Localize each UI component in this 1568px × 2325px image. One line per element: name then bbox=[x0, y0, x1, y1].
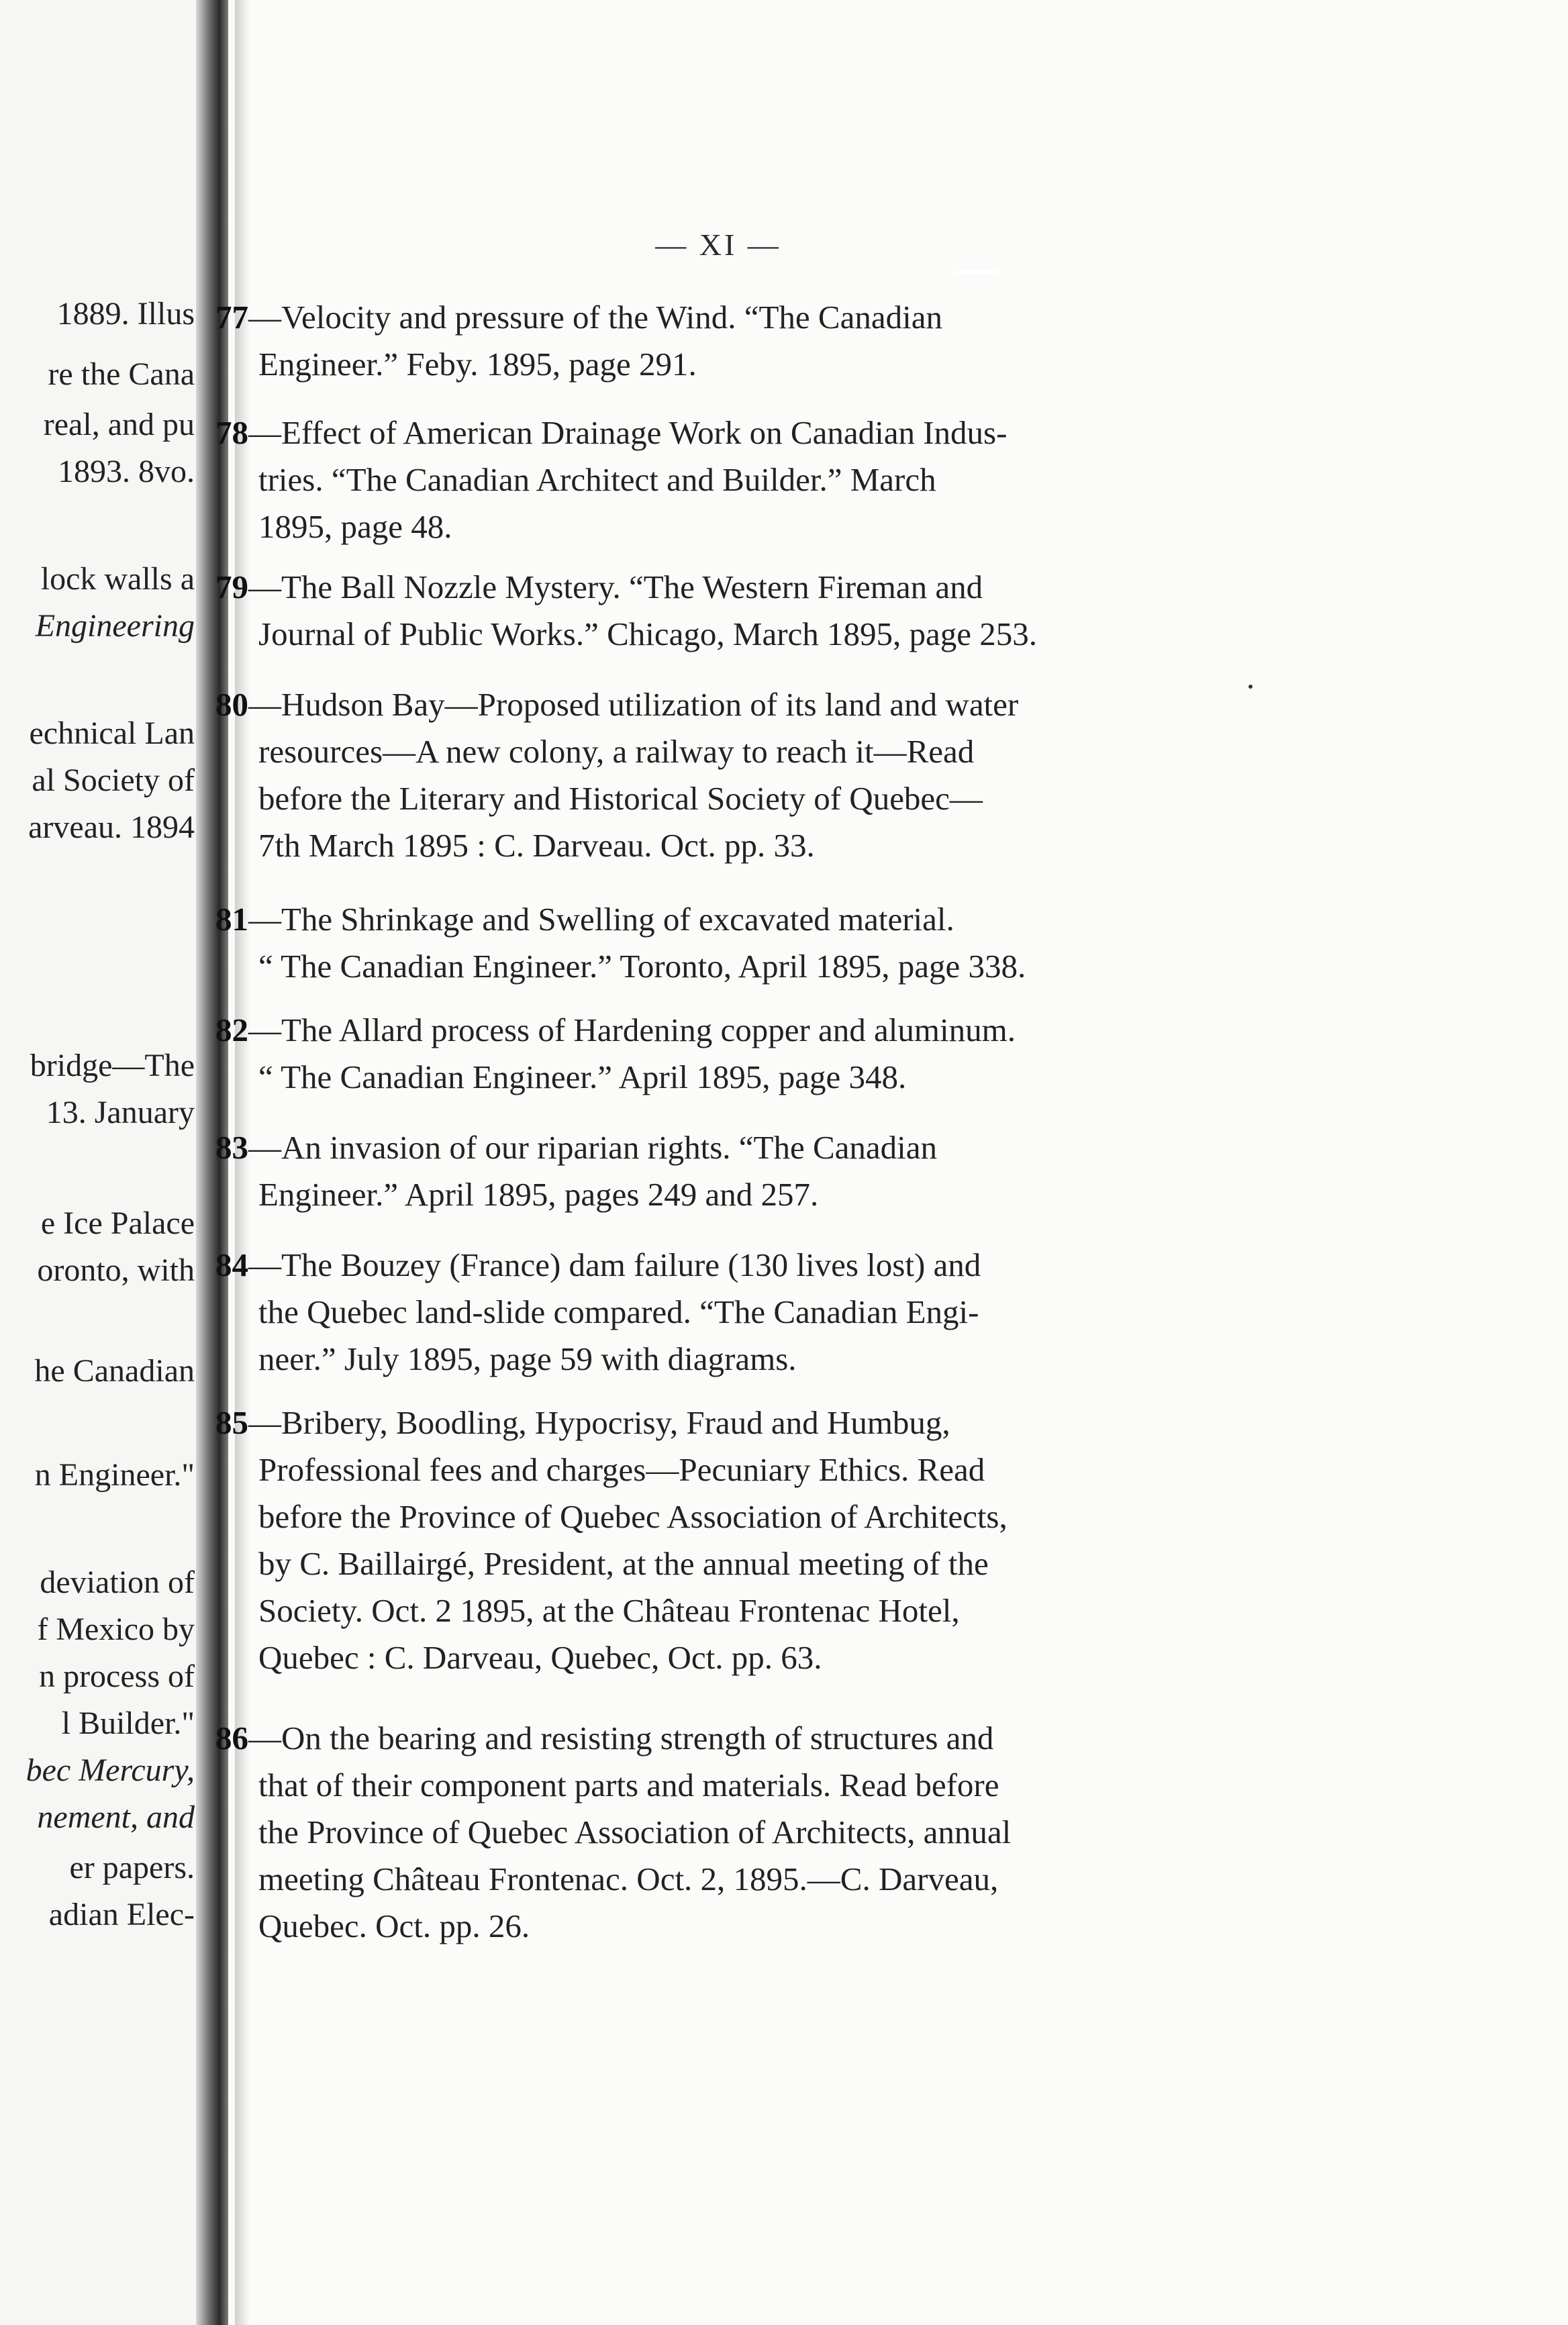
entry-text: Quebec : C. Darveau, Quebec, Oct. pp. 63. bbox=[258, 1639, 822, 1676]
entry-text: Professional fees and charges—Pecuniary Ethics. Read bbox=[258, 1451, 985, 1488]
entry-line bbox=[215, 1762, 1222, 1809]
left-page-fragment: e Ice Palace bbox=[40, 1205, 195, 1241]
entry-line bbox=[215, 681, 1222, 728]
entry-line bbox=[215, 775, 1222, 822]
entry-text: Quebec. Oct. pp. 26. bbox=[258, 1908, 530, 1944]
left-page-fragment: 1893. 8vo. bbox=[58, 454, 195, 489]
left-page-fragment: n Engineer." bbox=[34, 1457, 195, 1493]
entry-line bbox=[215, 341, 1222, 388]
entry-text: resources—A new colony, a railway to reach it—Read bbox=[258, 733, 975, 770]
entry-text: —The Ball Nozzle Mystery. “The Western Fireman and bbox=[248, 568, 983, 605]
bibliography-entry bbox=[215, 1399, 1222, 1681]
entry-text: 7th March 1895 : C. Darveau. Oct. pp. 33. bbox=[258, 827, 815, 864]
left-page-fragment: er papers. bbox=[69, 1850, 195, 1885]
entry-number: 82 bbox=[215, 1011, 248, 1048]
left-page-fragment: l Builder." bbox=[61, 1705, 195, 1741]
entry-text: meeting Château Frontenac. Oct. 2, 1895.—C. Darveau, bbox=[258, 1861, 999, 1897]
left-page-fragment: al Society of bbox=[32, 762, 195, 798]
left-page-fragment: nement, and bbox=[37, 1799, 195, 1835]
entry-text: —Velocity and pressure of the Wind. “The Canadian bbox=[248, 299, 942, 336]
entry-line bbox=[215, 294, 1222, 341]
entry-line bbox=[215, 564, 1222, 611]
entry-number: 85 bbox=[215, 1404, 248, 1441]
entry-text: “ The Canadian Engineer.” Toronto, April 1895, page 338. bbox=[258, 948, 1026, 985]
entry-line bbox=[215, 896, 1222, 943]
left-page-fragment: lock walls a bbox=[40, 561, 195, 597]
entry-number: 77 bbox=[215, 299, 248, 336]
scan-speck bbox=[1248, 685, 1253, 689]
left-page-fragment: real, and pu bbox=[43, 407, 195, 442]
entry-line bbox=[215, 1399, 1222, 1446]
page-number: — XI — bbox=[655, 228, 781, 262]
left-page-fragment: re the Cana bbox=[48, 356, 195, 392]
entry-line bbox=[215, 943, 1222, 990]
entry-number: 78 bbox=[215, 414, 248, 451]
left-page-fragment: f Mexico by bbox=[37, 1612, 195, 1647]
bibliography-entry bbox=[215, 294, 1222, 388]
bibliography-entry bbox=[215, 564, 1222, 658]
entry-line bbox=[215, 1289, 1222, 1336]
entry-text: tries. “The Canadian Architect and Builder.” March bbox=[258, 461, 936, 498]
entry-number: 86 bbox=[215, 1720, 248, 1757]
entry-line bbox=[215, 611, 1222, 658]
entry-line bbox=[215, 1809, 1222, 1856]
entry-text: —The Bouzey (France) dam failure (130 lives lost) and bbox=[248, 1246, 981, 1283]
left-page-fragment: bec Mercury, bbox=[26, 1752, 195, 1788]
entry-text: Journal of Public Works.” Chicago, March 1895, page 253. bbox=[258, 615, 1038, 652]
entry-line bbox=[215, 1336, 1222, 1383]
entry-line bbox=[215, 1493, 1222, 1540]
entry-number: 83 bbox=[215, 1129, 248, 1166]
left-page-fragment: echnical Lan bbox=[29, 715, 195, 751]
left-page-fragment: deviation of bbox=[40, 1565, 195, 1600]
entry-text: 1895, page 48. bbox=[258, 508, 452, 545]
entry-number: 84 bbox=[215, 1246, 248, 1283]
entry-text: —The Shrinkage and Swelling of excavated material. bbox=[248, 901, 954, 938]
left-page-fragment: he Canadian bbox=[34, 1353, 195, 1389]
left-page-fragment: 1889. Illus bbox=[56, 296, 195, 332]
entry-text: the Quebec land-slide compared. “The Canadian Engi- bbox=[258, 1293, 979, 1330]
entry-text: Engineer.” Feby. 1895, page 291. bbox=[258, 346, 697, 383]
entry-line bbox=[215, 1856, 1222, 1903]
entry-line bbox=[215, 1634, 1222, 1681]
entry-line bbox=[215, 1446, 1222, 1493]
bibliography-entry bbox=[215, 409, 1222, 550]
entry-number: 81 bbox=[215, 901, 248, 938]
entry-text: Engineer.” April 1895, pages 249 and 257. bbox=[258, 1176, 819, 1213]
entry-line bbox=[215, 1242, 1222, 1289]
entry-text: “ The Canadian Engineer.” April 1895, page 348. bbox=[258, 1058, 907, 1095]
entry-text: —On the bearing and resisting strength of structures and bbox=[248, 1720, 994, 1757]
entry-line bbox=[215, 503, 1222, 550]
bibliography-entry bbox=[215, 681, 1222, 869]
bibliography-entry bbox=[215, 1242, 1222, 1383]
entry-line bbox=[215, 1054, 1222, 1101]
entry-text: —Bribery, Boodling, Hypocrisy, Fraud and Humbug, bbox=[248, 1404, 950, 1441]
entry-line bbox=[215, 409, 1222, 456]
left-page-fragment: n process of bbox=[39, 1659, 195, 1694]
entry-text: neer.” July 1895, page 59 with diagrams. bbox=[258, 1340, 797, 1377]
left-page bbox=[0, 0, 208, 2325]
entry-text: before the Literary and Historical Society of Quebec— bbox=[258, 780, 983, 817]
bibliography-entry bbox=[215, 1124, 1222, 1218]
entry-line bbox=[215, 822, 1222, 869]
entry-text: by C. Baillairgé, President, at the annual meeting of the bbox=[258, 1545, 989, 1582]
bibliography-entry bbox=[215, 896, 1222, 990]
entry-text: —Hudson Bay—Proposed utilization of its land and water bbox=[248, 686, 1019, 723]
bibliography-entry bbox=[215, 1715, 1222, 1950]
left-page-fragment: Engineering bbox=[35, 608, 195, 644]
entry-text: before the Province of Quebec Association of Architects, bbox=[258, 1498, 1008, 1535]
entry-line bbox=[215, 1540, 1222, 1587]
left-page-fragment: arveau. 1894 bbox=[28, 809, 195, 845]
left-page-fragment: bridge—The bbox=[30, 1048, 195, 1083]
entry-line bbox=[215, 1171, 1222, 1218]
entry-text: —An invasion of our riparian rights. “The Canadian bbox=[248, 1129, 938, 1166]
entry-line bbox=[215, 456, 1222, 503]
entry-text: Society. Oct. 2 1895, at the Château Frontenac Hotel, bbox=[258, 1592, 960, 1629]
entry-line bbox=[215, 1124, 1222, 1171]
entry-text: the Province of Quebec Association of Architects, annual bbox=[258, 1814, 1012, 1850]
left-page-fragment: 13. January bbox=[46, 1095, 195, 1130]
entry-text: that of their component parts and materials. Read before bbox=[258, 1767, 999, 1803]
bibliography-entry bbox=[215, 1007, 1222, 1101]
entry-line bbox=[215, 1715, 1222, 1762]
left-page-fragment: oronto, with bbox=[37, 1252, 195, 1288]
entry-line bbox=[215, 728, 1222, 775]
entry-line bbox=[215, 1587, 1222, 1634]
entry-number: 79 bbox=[215, 568, 248, 605]
entry-text: —Effect of American Drainage Work on Canadian Indus- bbox=[248, 414, 1008, 451]
scan-speck bbox=[953, 270, 1000, 275]
entry-line bbox=[215, 1007, 1222, 1054]
entry-line bbox=[215, 1903, 1222, 1950]
entry-text: —The Allard process of Hardening copper and aluminum. bbox=[248, 1011, 1016, 1048]
left-page-fragment: adian Elec- bbox=[48, 1897, 195, 1932]
entry-number: 80 bbox=[215, 686, 248, 723]
